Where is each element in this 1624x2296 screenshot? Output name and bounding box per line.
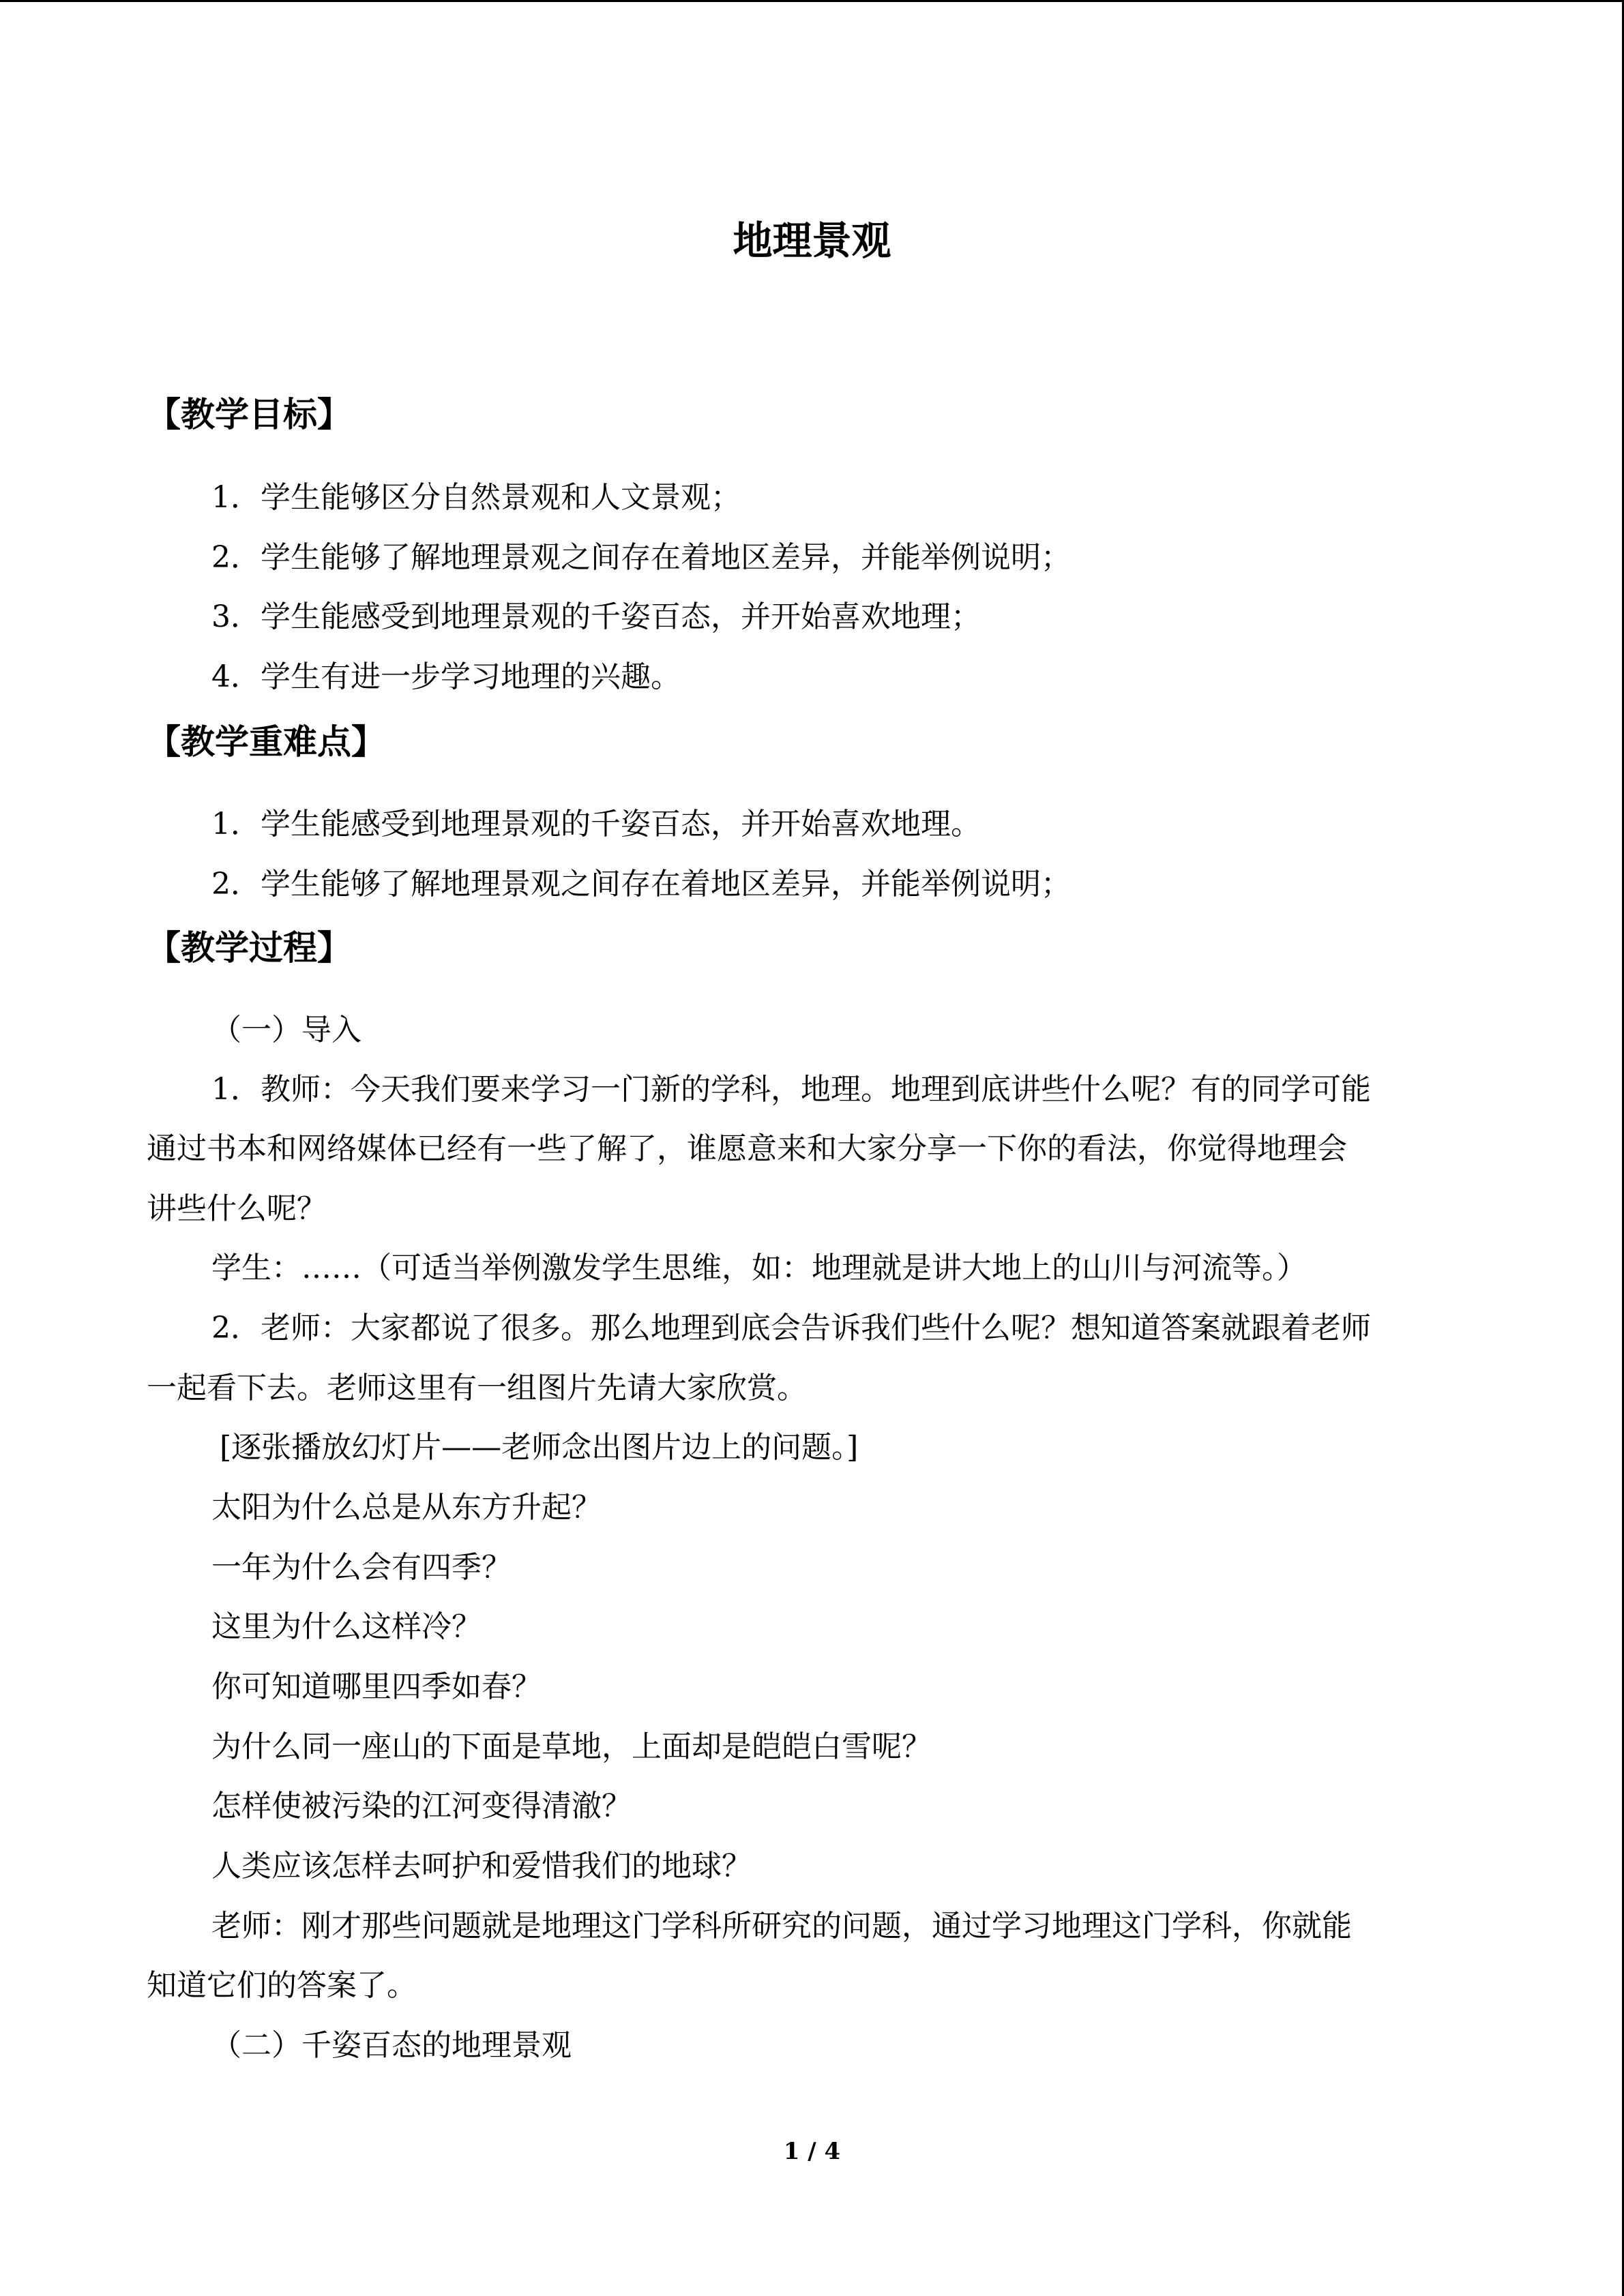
question-item: 怎样使被污染的江河变得清澈？	[211, 1789, 632, 1823]
objectives-heading: 【教学目标】	[147, 394, 351, 434]
paragraph-line: 知道它们的答案了。	[147, 1968, 417, 2003]
page-title: 地理景观	[733, 218, 891, 264]
question-item: 这里为什么这样冷？	[211, 1609, 482, 1644]
paragraph-line: 讲些什么呢？	[147, 1191, 327, 1226]
objective-item: 3．学生能感受到地理景观的千姿百态，并开始喜欢地理；	[211, 599, 981, 634]
paragraph-line: 2．老师：大家都说了很多。那么地理到底会告诉我们些什么呢？想知道答案就跟着老师	[211, 1311, 1371, 1345]
key-points-heading: 【教学重难点】	[147, 721, 385, 762]
question-item: 一年为什么会有四季？	[211, 1550, 512, 1585]
paragraph-line: 1．教师：今天我们要来学习一门新的学科，地理。地理到底讲些什么呢？有的同学可能	[211, 1072, 1371, 1107]
page-indicator: 1 / 4	[783, 2138, 841, 2165]
paragraph-line: 老师：刚才那些问题就是地理这门学科所研究的问题，通过学习地理这门学科，你就能	[211, 1909, 1352, 1943]
process-heading: 【教学过程】	[147, 927, 351, 968]
paragraph-line: 通过书本和网络媒体已经有一些了解了，谁愿意来和大家分享一下你的看法，你觉得地理会	[147, 1131, 1347, 1166]
question-item: 为什么同一座山的下面是草地，上面却是皑皑白雪呢？	[211, 1729, 932, 1764]
key-point-item: 2．学生能够了解地理景观之间存在着地区差异，并能举例说明；	[211, 867, 1071, 901]
objective-item: 1．学生能够区分自然景观和人文景观；	[211, 480, 741, 515]
process-subheading: （一）导入	[211, 1013, 361, 1047]
question-item: 太阳为什么总是从东方升起？	[211, 1490, 602, 1525]
objective-item: 2．学生能够了解地理景观之间存在着地区差异，并能举例说明；	[211, 540, 1071, 575]
paragraph-line: 一起看下去。老师这里有一组图片先请大家欣赏。	[147, 1371, 807, 1405]
question-item: 你可知道哪里四季如春？	[211, 1669, 542, 1704]
slide-note: [逐张播放幻灯片——老师念出图片边上的问题。]	[220, 1430, 859, 1465]
question-item: 人类应该怎样去呵护和爱惜我们的地球？	[211, 1849, 752, 1883]
key-point-item: 1．学生能感受到地理景观的千姿百态，并开始喜欢地理。	[211, 807, 981, 841]
objective-item: 4．学生有进一步学习地理的兴趣。	[211, 659, 681, 694]
student-reply: 学生：……（可适当举例激发学生思维，如：地理就是讲大地上的山川与河流等。）	[211, 1251, 1307, 1285]
process-subheading: （二）千姿百态的地理景观	[211, 2028, 572, 2063]
